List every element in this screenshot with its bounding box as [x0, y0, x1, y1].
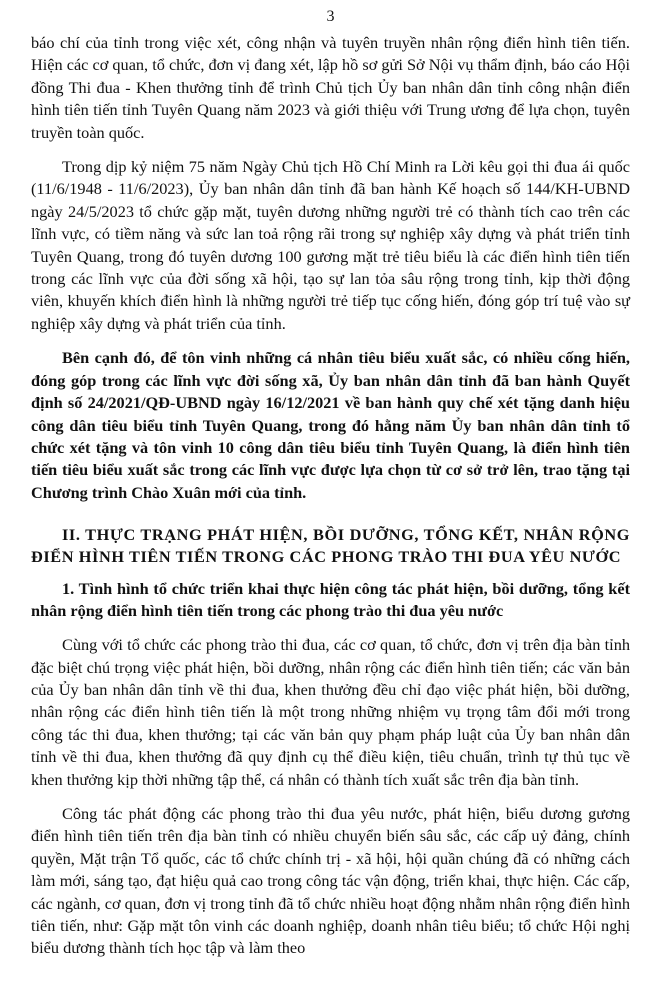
paragraph-implementation: Cùng với tổ chức các phong trào thi đua, các cơ quan, tổ chức, đơn vị trên địa bàn tỉnh đặc biệt chú trọng việc phát hiện, bồi dưỡng, nhân rộng các điển hình tiên tiến; các văn bản của Ủy ban nhân dân tỉnh về thi đua, khen thưởng đều chỉ đạo việc phát hiện, bồi dưỡng, nhân rộng các điển hình tiên tiến là một trong những nhiệm vụ trọng tâm đổi mới trong công tác thi đua, khen thưởng; tại các văn bản quy phạm pháp luật của Ủy ban nhân dân tỉnh về thi đua, khen thưởng đã quy định cụ thể điều kiện, tiêu chuẩn, trình tự thủ tục về khen thưởng kịp thời những tập thể, cá nhân có thành tích xuất sắc trên địa bàn tỉnh.	[31, 635, 630, 789]
paragraph-75th-anniversary: Trong dịp kỷ niệm 75 năm Ngày Chủ tịch Hồ Chí Minh ra Lời kêu gọi thi đua ái quốc (11/6/1948 - 11/6/2023), Ủy ban nhân dân tỉnh đã ban hành Kế hoạch số 144/KH-UBND ngày 24/5/2023 tổ chức gặp mặt, tuyên dương những người trẻ có thành tích cao trên các lĩnh vực, có tiềm năng và sức lan toả rộng rãi trong sự nghiệp xây dựng và phát triển tỉnh Tuyên Quang, trong đó tuyên dương 100 gương mặt trẻ tiêu biểu là các điển hình tiên tiến trong các lĩnh vực của đời sống xã hội, tạo sự lan tỏa sâu rộng trong tỉnh, kịp thời động viên, khuyến khích điển hình là những người trẻ tiếp tục cống hiến, đóng góp trí tuệ vào sự nghiệp xây dựng và phát triển của tỉnh.	[31, 157, 630, 333]
paragraph-outstanding-citizens: Bên cạnh đó, để tôn vinh những cá nhân tiêu biểu xuất sắc, có nhiều cống hiến, đóng góp trong các lĩnh vực đời sống xã, Ủy ban nhân dân tỉnh đã ban hành Quyết định số 24/2021/QĐ-UBND ngày 16/12/2021 về ban hành quy chế xét tặng danh hiệu công dân tiêu biểu tỉnh Tuyên Quang, trong đó hằng năm Ủy ban nhân dân tỉnh tổ chức xét tặng và tôn vinh 10 công dân tiêu biểu tỉnh Tuyên Quang, là điển hình tiên tiến tiêu biểu xuất sắc trong các lĩnh vực được lựa chọn từ cơ sở trở lên, trao tặng tại Chương trình Chào Xuân mới của tỉnh.	[31, 348, 630, 502]
paragraph-campaigns: Công tác phát động các phong trào thi đua yêu nước, phát hiện, biểu dương gương điển hình tiên tiến trên địa bàn tỉnh có nhiều chuyển biến sâu sắc, các cấp uỷ đảng, chính quyền, Mặt trận Tổ quốc, các tổ chức chính trị - xã hội, hội quần chúng đã có những cách làm mới, sáng tạo, đạt hiệu quả cao trong công tác vận động, triển khai, thực hiện. Các cấp, các ngành, cơ quan, đơn vị trong tỉnh đã tổ chức nhiều hoạt động nhằm nhân rộng điển hình tiên tiến, như: Gặp mặt tôn vinh các doanh nghiệp, doanh nhân tiêu biểu; tổ chức Hội nghị biểu dương thành tích học tập và làm theo	[31, 803, 630, 958]
subsection-heading-1: 1. Tình hình tổ chức triển khai thực hiện công tác phát hiện, bồi dưỡng, tổng kết nhân rộng điển hình tiên tiến trong các phong trào thi đua yêu nước	[31, 579, 630, 621]
page-number: 3	[326, 8, 335, 25]
paragraph-press-recognition: báo chí của tỉnh trong việc xét, công nhận và tuyên truyền nhân rộng điển hình tiên tiến. Hiện các cơ quan, tổ chức, đơn vị đang xét, lập hồ sơ gửi Sở Nội vụ thẩm định, báo cáo Hội đồng Thi đua - Khen thưởng tỉnh để trình Chủ tịch Ủy ban nhân dân tỉnh công nhận điển hình tiên tiến tỉnh Tuyên Quang năm 2023 và giới thiệu với Trung ương để lựa chọn, tuyên truyền toàn quốc.	[31, 33, 630, 142]
section-heading-2: II. THỰC TRẠNG PHÁT HIỆN, BỒI DƯỠNG, TỔNG KẾT, NHÂN RỘNG ĐIỂN HÌNH TIÊN TIẾN TRONG CÁC PHONG TRÀO THI ĐUA YÊU NƯỚC	[31, 525, 630, 567]
